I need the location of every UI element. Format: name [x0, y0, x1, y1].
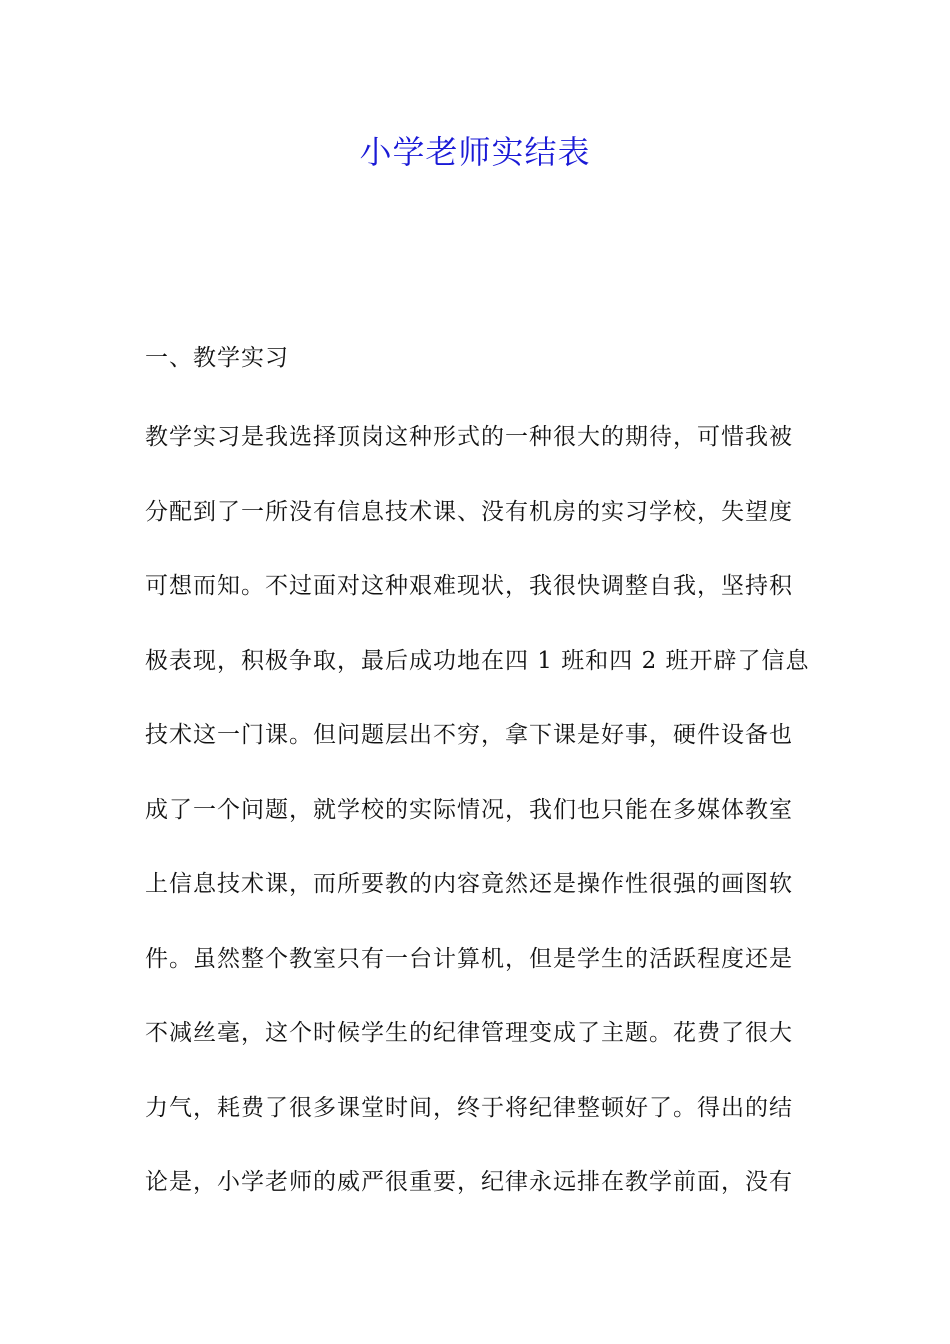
- body-paragraph: [145, 417, 815, 1237]
- paragraph-line: 可想而知。不过面对这种艰难现状，我很快调整自我，坚持积: [145, 573, 793, 599]
- paragraph-line: 论是，小学老师的威严很重要，纪律永远排在教学前面，没有: [145, 1169, 793, 1195]
- paragraph-line: 成了一个问题，就学校的实际情况，我们也只能在多媒体教室: [145, 796, 793, 823]
- document-title: 小学老师实结表: [359, 133, 591, 171]
- section-heading: 一、教学实习: [145, 345, 289, 371]
- paragraph-line: 件。虽然整个教室只有一台计算机，但是学生的活跃程度还是: [145, 945, 793, 972]
- paragraph-line: 教学实习是我选择顶岗这种形式的一种很大的期待，可惜我被: [145, 424, 793, 450]
- paragraph-line: 上信息技术课，而所要教的内容竟然还是操作性很强的画图软: [145, 871, 793, 897]
- paragraph-line: 极表现，积极争取，最后成功地在四 1 班和四 2 班开辟了信息: [145, 647, 810, 674]
- paragraph-line: 技术这一门课。但问题层出不穷，拿下课是好事，硬件设备也: [145, 722, 793, 748]
- paragraph-line: 分配到了一所没有信息技术课、没有机房的实习学校，失望度: [145, 498, 793, 525]
- paragraph-line: 力气，耗费了很多课堂时间，终于将纪律整顿好了。得出的结: [145, 1094, 793, 1121]
- paragraph-line: 不减丝毫，这个时候学生的纪律管理变成了主题。花费了很大: [145, 1020, 793, 1046]
